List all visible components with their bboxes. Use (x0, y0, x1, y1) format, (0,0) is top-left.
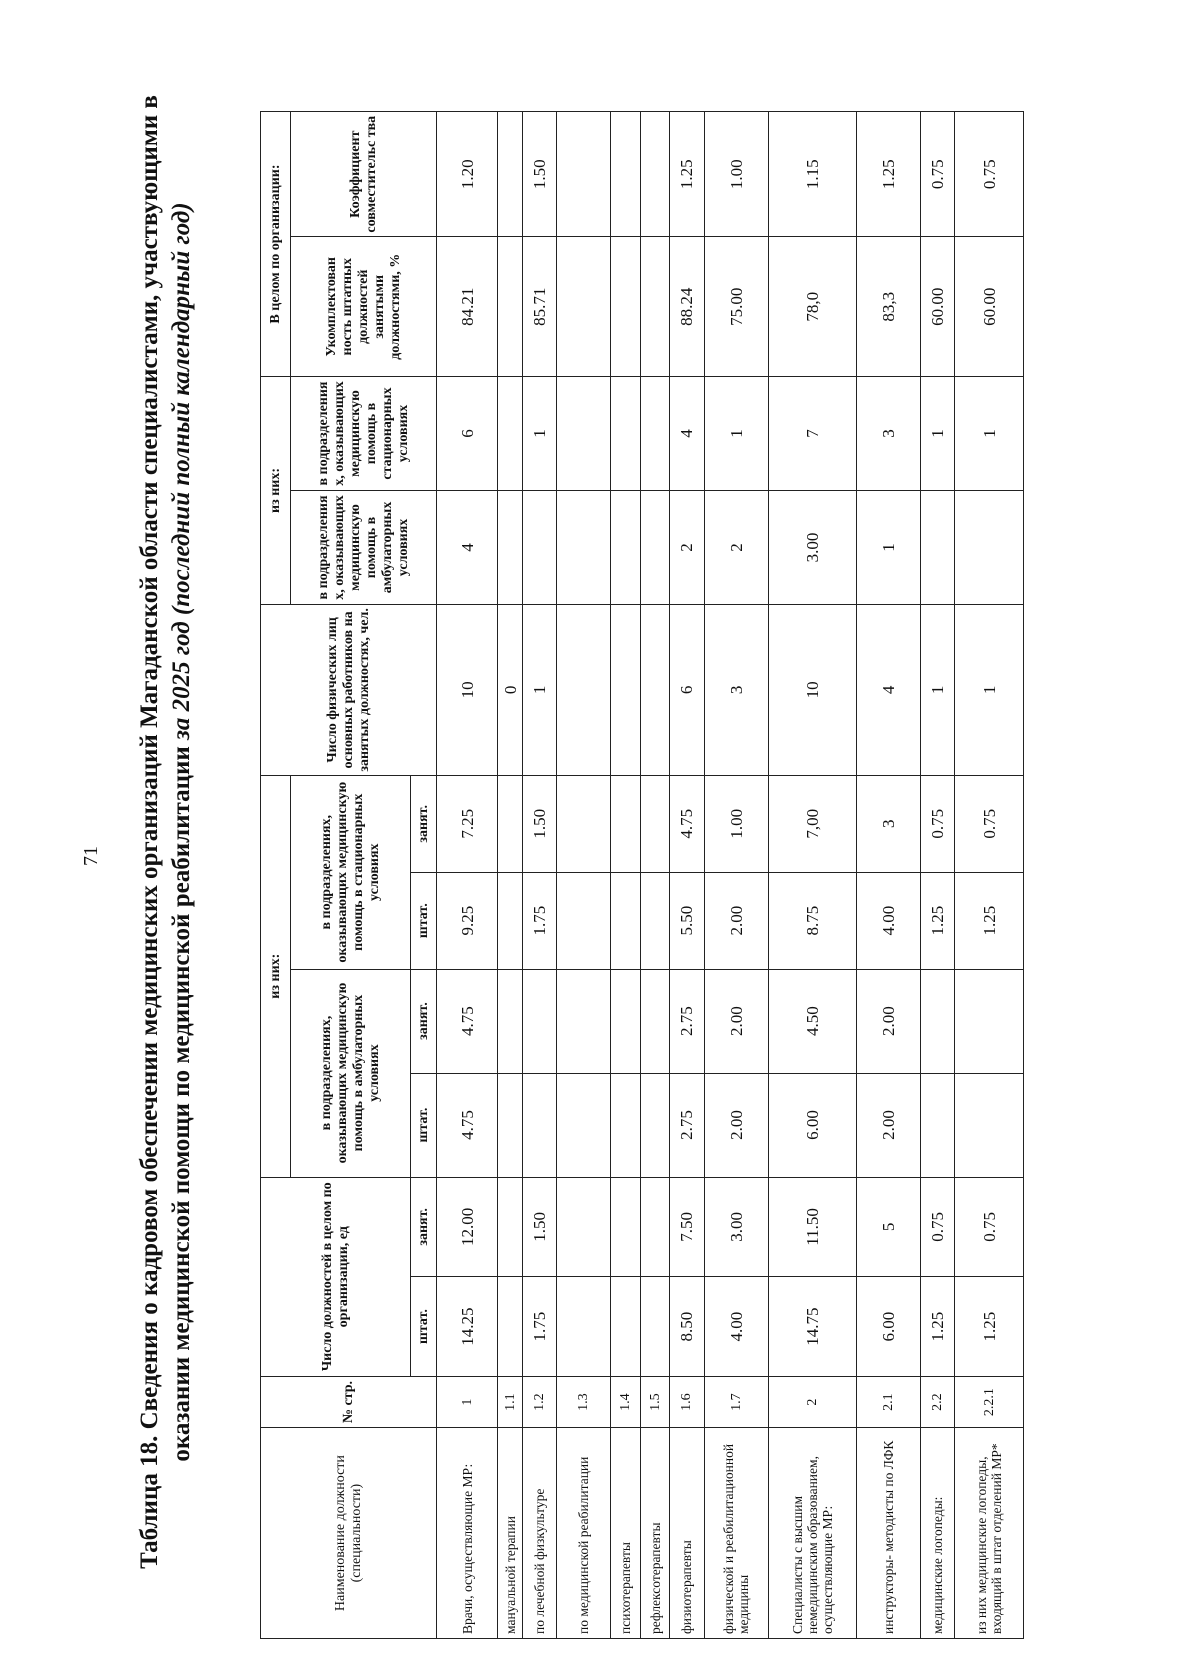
header-stat-individuals: в подразделения х, оказывающих медицинскую помощь в стационарных условиях (291, 377, 437, 491)
cell-coef: 1.25 (670, 112, 704, 237)
row-name: по лечебной физкультуре (522, 1428, 556, 1639)
cell-s-sh: 9.25 (437, 872, 498, 969)
cell-stat (640, 377, 669, 491)
cell-coef (557, 112, 611, 237)
cell-a-sh: 4.75 (437, 1073, 498, 1177)
table-row (522, 112, 556, 1639)
cell-t-z: 0.75 (955, 1177, 1024, 1277)
cell-stat: 1 (704, 377, 768, 491)
cell-amb (557, 490, 611, 604)
cell-s-z: 1.50 (522, 775, 556, 872)
cell-s-sh (557, 872, 611, 969)
cell-s-z (640, 775, 669, 872)
cell-s-sh (640, 872, 669, 969)
cell-ind: 6 (670, 604, 704, 775)
cell-s-sh: 8.75 (768, 872, 856, 969)
cell-s-sh: 1.25 (955, 872, 1024, 969)
cell-a-z: 4.75 (437, 969, 498, 1073)
table-row (611, 112, 640, 1639)
row-name: инструкторы- методисты по ЛФК (856, 1428, 920, 1639)
cell-pct (611, 237, 640, 377)
cell-ind: 10 (768, 604, 856, 775)
cell-a-z (557, 969, 611, 1073)
cell-stat: 4 (670, 377, 704, 491)
cell-t-sh: 14.75 (768, 1277, 856, 1377)
cell-coef: 1.00 (704, 112, 768, 237)
cell-t-z (557, 1177, 611, 1277)
row-number: 1 (437, 1376, 498, 1427)
cell-ind: 10 (437, 604, 498, 775)
row-name: из них медицинские логопеды, входящий в штат отделений МР* (955, 1428, 1024, 1639)
staffing-table (260, 111, 1024, 1639)
cell-s-sh: 4.00 (856, 872, 920, 969)
row-number: 2.1 (856, 1376, 920, 1427)
cell-s-z: 7.25 (437, 775, 498, 872)
cell-ind (640, 604, 669, 775)
cell-a-sh (522, 1073, 556, 1177)
cell-amb: 1 (856, 490, 920, 604)
cell-t-z (611, 1177, 640, 1277)
cell-s-sh (611, 872, 640, 969)
row-number: 2 (768, 1376, 856, 1427)
cell-pct (498, 237, 523, 377)
table-row (768, 112, 856, 1639)
cell-t-z (498, 1177, 523, 1277)
cell-s-z (498, 775, 523, 872)
row-number: 2.2.1 (955, 1376, 1024, 1427)
cell-ind: 1 (955, 604, 1024, 775)
row-name: медицинские логопеды: (920, 1428, 954, 1639)
cell-coef (498, 112, 523, 237)
cell-a-z: 2.00 (856, 969, 920, 1073)
header-stationary-units: в подразделениях, оказывающих медицинскую помощь в стационарных условиях (291, 775, 411, 969)
cell-amb: 2 (704, 490, 768, 604)
cell-stat: 1 (920, 377, 954, 491)
cell-coef: 0.75 (920, 112, 954, 237)
cell-a-z: 2.00 (704, 969, 768, 1073)
cell-coef: 1.15 (768, 112, 856, 237)
cell-stat: 1 (955, 377, 1024, 491)
cell-coef: 1.20 (437, 112, 498, 237)
cell-t-sh (611, 1277, 640, 1377)
header-row-number: № стр. (261, 1376, 437, 1427)
cell-a-sh (640, 1073, 669, 1177)
cell-coef: 1.25 (856, 112, 920, 237)
row-number: 1.1 (498, 1376, 523, 1427)
cell-s-z: 7,00 (768, 775, 856, 872)
cell-ind: 3 (704, 604, 768, 775)
row-number: 1.6 (670, 1376, 704, 1427)
cell-pct: 60.00 (955, 237, 1024, 377)
cell-t-z: 11.50 (768, 1177, 856, 1277)
header-shtat: штат. (411, 1073, 437, 1177)
cell-a-sh (498, 1073, 523, 1177)
cell-ind: 1 (920, 604, 954, 775)
cell-s-sh: 5.50 (670, 872, 704, 969)
cell-a-z (522, 969, 556, 1073)
cell-amb (522, 490, 556, 604)
cell-pct: 75.00 (704, 237, 768, 377)
cell-s-sh: 2.00 (704, 872, 768, 969)
table-row (704, 112, 768, 1639)
table-row (498, 112, 523, 1639)
staffing-table-container (260, 111, 1024, 1639)
cell-s-z: 4.75 (670, 775, 704, 872)
table-row (856, 112, 920, 1639)
cell-pct (640, 237, 669, 377)
row-number: 1.7 (704, 1376, 768, 1427)
cell-coef: 0.75 (955, 112, 1024, 237)
cell-amb: 4 (437, 490, 498, 604)
cell-a-sh (611, 1073, 640, 1177)
table-row (670, 112, 704, 1639)
cell-a-sh (955, 1073, 1024, 1177)
cell-stat: 1 (522, 377, 556, 491)
header-individuals: Число физических лиц основных работников на занятых должностях, чел. (261, 604, 437, 775)
cell-a-sh: 2.00 (704, 1073, 768, 1177)
cell-t-sh: 14.25 (437, 1277, 498, 1377)
cell-a-z (920, 969, 954, 1073)
cell-a-z: 4.50 (768, 969, 856, 1073)
cell-pct: 83,3 (856, 237, 920, 377)
cell-ind (611, 604, 640, 775)
header-org-total: В целом по организации: (261, 112, 291, 377)
cell-amb (640, 490, 669, 604)
cell-s-z (611, 775, 640, 872)
table-body (437, 112, 1024, 1639)
cell-a-z: 2.75 (670, 969, 704, 1073)
cell-pct: 88.24 (670, 237, 704, 377)
cell-amb: 2 (670, 490, 704, 604)
table-title-label: Таблица 18. (136, 1435, 163, 1569)
cell-coef: 1.50 (522, 112, 556, 237)
cell-pct (557, 237, 611, 377)
cell-t-z: 1.50 (522, 1177, 556, 1277)
cell-pct: 78,0 (768, 237, 856, 377)
header-of-them: из них: (261, 775, 291, 1177)
table-row (640, 112, 669, 1639)
cell-amb (955, 490, 1024, 604)
row-name: по медицинской реабилитации (557, 1428, 611, 1639)
cell-a-sh: 2.75 (670, 1073, 704, 1177)
cell-s-z: 1.00 (704, 775, 768, 872)
cell-amb (920, 490, 954, 604)
cell-t-sh: 4.00 (704, 1277, 768, 1377)
header-ambulatory-units: в подразделениях, оказывающих медицинскую помощь в амбулаторных условиях (291, 969, 411, 1177)
cell-ind: 0 (498, 604, 523, 775)
cell-stat (611, 377, 640, 491)
cell-pct: 85.71 (522, 237, 556, 377)
cell-coef (611, 112, 640, 237)
header-zanyat: занят. (411, 775, 437, 872)
header-shtat: штат. (411, 1277, 437, 1377)
row-name: психотерапевты (611, 1428, 640, 1639)
cell-t-sh: 1.75 (522, 1277, 556, 1377)
cell-s-sh: 1.25 (920, 872, 954, 969)
row-number: 1.3 (557, 1376, 611, 1427)
cell-amb: 3.00 (768, 490, 856, 604)
cell-amb (611, 490, 640, 604)
header-shtat: штат. (411, 872, 437, 969)
cell-stat (557, 377, 611, 491)
cell-s-z: 0.75 (955, 775, 1024, 872)
row-number: 1.5 (640, 1376, 669, 1427)
row-number: 1.4 (611, 1376, 640, 1427)
cell-t-sh: 1.25 (955, 1277, 1024, 1377)
cell-stat: 7 (768, 377, 856, 491)
cell-ind: 1 (522, 604, 556, 775)
cell-stat: 3 (856, 377, 920, 491)
cell-s-sh (498, 872, 523, 969)
cell-ind (557, 604, 611, 775)
cell-stat (498, 377, 523, 491)
cell-a-sh (920, 1073, 954, 1177)
cell-coef (640, 112, 669, 237)
cell-a-z (611, 969, 640, 1073)
cell-a-sh: 6.00 (768, 1073, 856, 1177)
table-row (920, 112, 954, 1639)
table-title-main: Сведения о кадровом обеспечении медицинских организаций Магаданской области специалистами, участвующими в оказании медицинской помощи по медицинской реабилитации (136, 95, 195, 1462)
header-zanyat: занят. (411, 1177, 437, 1277)
row-name: Специалисты с высшим немедицинским образованием, осуществляющие МР: (768, 1428, 856, 1639)
table-title (134, 82, 198, 1582)
cell-s-sh: 1.75 (522, 872, 556, 969)
table-row (557, 112, 611, 1639)
row-number: 1.2 (522, 1376, 556, 1427)
cell-t-z: 5 (856, 1177, 920, 1277)
row-name: Врачи, осуществляющие МР: (437, 1428, 498, 1639)
cell-stat: 6 (437, 377, 498, 491)
cell-t-sh (640, 1277, 669, 1377)
cell-pct: 84.21 (437, 237, 498, 377)
header-of-them-2: из них: (261, 377, 291, 605)
row-name: физической и реабилитационной медицины (704, 1428, 768, 1639)
cell-a-sh: 2.00 (856, 1073, 920, 1177)
cell-a-z (955, 969, 1024, 1073)
cell-t-z: 12.00 (437, 1177, 498, 1277)
page-number: 71 (80, 846, 102, 866)
cell-t-sh: 6.00 (856, 1277, 920, 1377)
header-amb-individuals: в подразделения х, оказывающих медицинскую помощь в амбулаторных условиях (291, 490, 437, 604)
cell-t-sh (498, 1277, 523, 1377)
cell-t-z: 3.00 (704, 1177, 768, 1277)
cell-pct: 60.00 (920, 237, 954, 377)
cell-s-z (557, 775, 611, 872)
cell-s-z: 3 (856, 775, 920, 872)
cell-t-sh: 8.50 (670, 1277, 704, 1377)
table-row (955, 112, 1024, 1639)
cell-s-z: 0.75 (920, 775, 954, 872)
cell-amb (498, 490, 523, 604)
cell-t-z (640, 1177, 669, 1277)
table-title-period: за 2025 год (последний полный календарный год) (168, 202, 195, 740)
row-name: рефлексотерапевты (640, 1428, 669, 1639)
header-name: Наименование должности (специальности) (261, 1428, 437, 1639)
cell-t-z: 0.75 (920, 1177, 954, 1277)
row-name: мануальной терапии (498, 1428, 523, 1639)
cell-t-sh: 1.25 (920, 1277, 954, 1377)
cell-a-z (640, 969, 669, 1073)
cell-a-sh (557, 1073, 611, 1177)
cell-a-z (498, 969, 523, 1073)
header-positions-total: Число должностей в целом по организации, ед (261, 1177, 411, 1376)
cell-ind: 4 (856, 604, 920, 775)
row-name: физиотерапевты (670, 1428, 704, 1639)
header-zanyat: занят. (411, 969, 437, 1073)
header-coefficient: Коэффициент совместительс тва (291, 112, 437, 237)
table-row (437, 112, 498, 1639)
row-number: 2.2 (920, 1376, 954, 1427)
cell-t-z: 7.50 (670, 1177, 704, 1277)
cell-t-sh (557, 1277, 611, 1377)
header-staffing: Укомплектован ность штатных должностей занятыми должностями, % (291, 237, 437, 377)
